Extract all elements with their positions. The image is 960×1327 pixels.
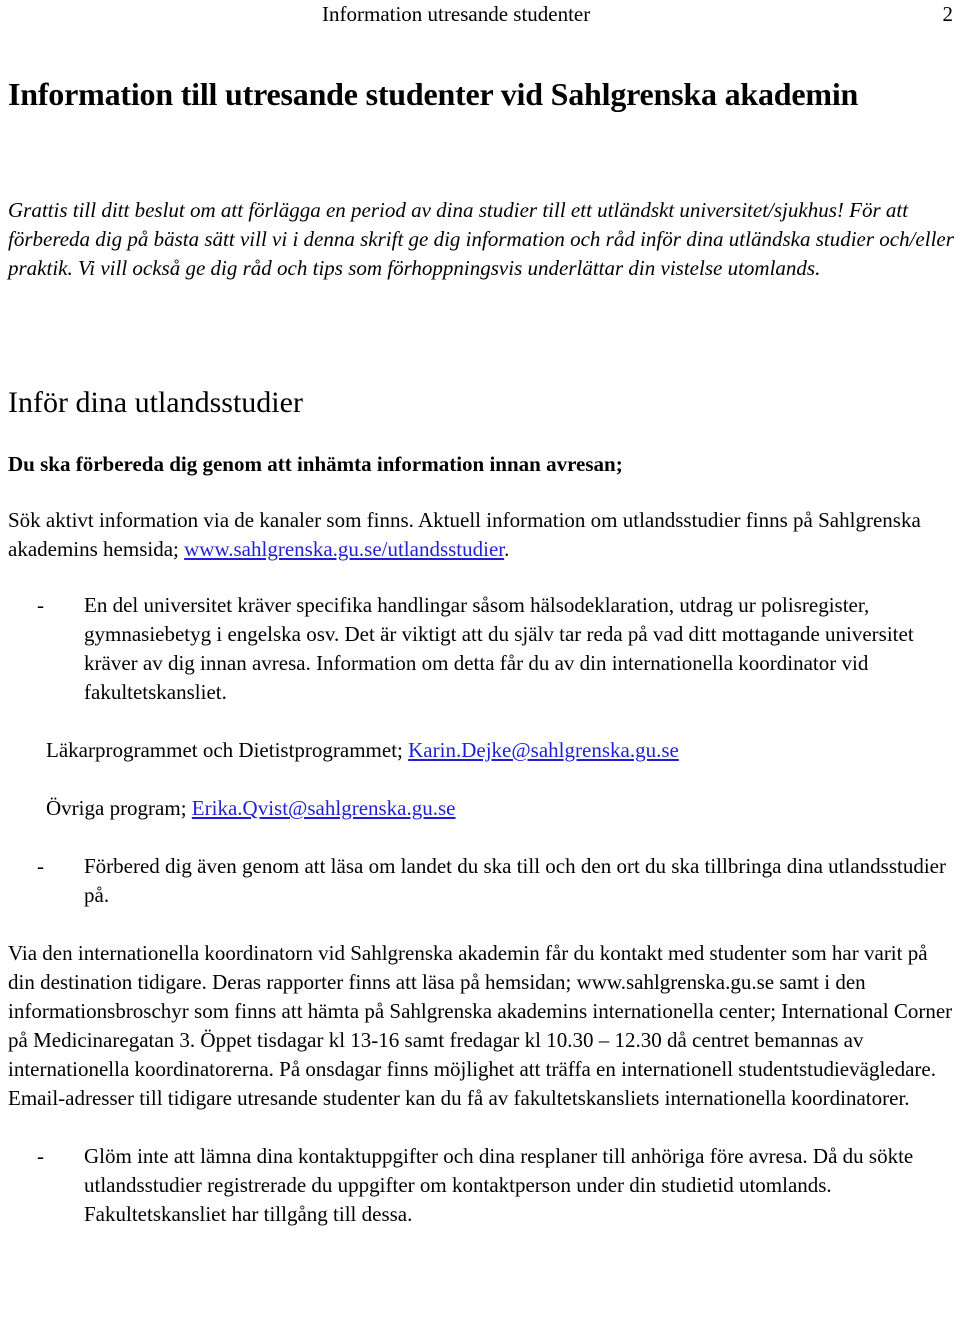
bullet-item-country (8, 852, 956, 910)
bullet-dash: - (37, 854, 44, 878)
search-end: . (504, 537, 510, 561)
utlandsstudier-link[interactable]: www.sahlgrenska.gu.se/utlandsstudier (184, 537, 505, 561)
bullet-item-contact-info (8, 1142, 956, 1229)
contact-ovriga (8, 794, 956, 823)
bullet-dash: - (37, 593, 44, 617)
document-body (8, 70, 956, 1229)
search-text: Sök aktivt information via de kanaler som finns. Aktuell information om utlandsstudier finns på Sahlgrenska akademins hemsida; (8, 508, 921, 561)
email-link-karin[interactable]: Karin.Dejke@sahlgrenska.gu.se (408, 738, 679, 762)
section-subheading: Du ska förbereda dig genom att inhämta information innan avresan; (8, 452, 623, 476)
contact-label: Övriga program; (46, 796, 192, 820)
bullet-dash: - (37, 1144, 44, 1168)
page-number: 2 (942, 2, 953, 26)
document-title: Information till utresande studenter vid Sahlgrenska akademin (8, 76, 859, 112)
contact-label: Läkarprogrammet och Dietistprogrammet; (46, 738, 409, 762)
contact-lakarprogrammet (8, 736, 956, 765)
running-title: Information utresande studenter (322, 2, 591, 26)
page-header (0, 0, 960, 30)
section-title: Inför dina utlandsstudier (8, 386, 303, 419)
intro-paragraph: Grattis till ditt beslut om att förlägga en period av dina studier till ett utländskt universitet/sjukhus! För att förbereda dig på bästa sätt vill vi i denna skrift ge dig information och råd inför dina utländska studier och/eller praktik. Vi vill också ge dig råd och tips som förhoppningsvis underlättar din vistelse utomlands. (8, 198, 954, 280)
bullet-text: Förbered dig även genom att läsa om landet du ska till och den ort du ska tillbringa dina utlandsstudier på. (84, 854, 946, 907)
email-link-erika[interactable]: Erika.Qvist@sahlgrenska.gu.se (191, 796, 456, 820)
search-paragraph (8, 506, 956, 564)
bullet-text: Glöm inte att lämna dina kontaktuppgifter och dina resplaner till anhöriga före avresa. Då du sökte utlandsstudier registrerade du uppgifter om kontaktperson under din studietid utomlands. Fakultetskansliet har tillgång till dessa. (84, 1144, 914, 1226)
bullet-text: En del universitet kräver specifika handlingar såsom hälsodeklaration, utdrag ur polisregister, gymnasiebetyg i engelska osv. Det är viktigt att du själv tar reda på vad ditt mottagande universitet kräver av dig innan avresa. Information om detta får du av din internationella koordinator vid fakultetskansliet. (84, 593, 914, 704)
bullet-item-documents (8, 591, 956, 707)
via-paragraph: Via den internationella koordinatorn vid Sahlgrenska akademin får du kontakt med studenter som har varit på din destination tidigare. Deras rapporter finns att läsa på hemsidan; www.sahlgrenska.gu.se samt i den informationsbroschyr som finns att hämta på Sahlgrenska akademins internationella center; International Corner på Medicinaregatan 3. Öppet tisdagar kl 13-16 samt fredagar kl 10.30 – 12.30 då centret bemannas av internationella koordinatorerna. På onsdagar finns möjlighet att träffa en internationell studentstudievägledare. Email-adresser till tidigare utresande studenter kan du få av fakultetskansliets internationella koordinatorer. (8, 941, 953, 1110)
